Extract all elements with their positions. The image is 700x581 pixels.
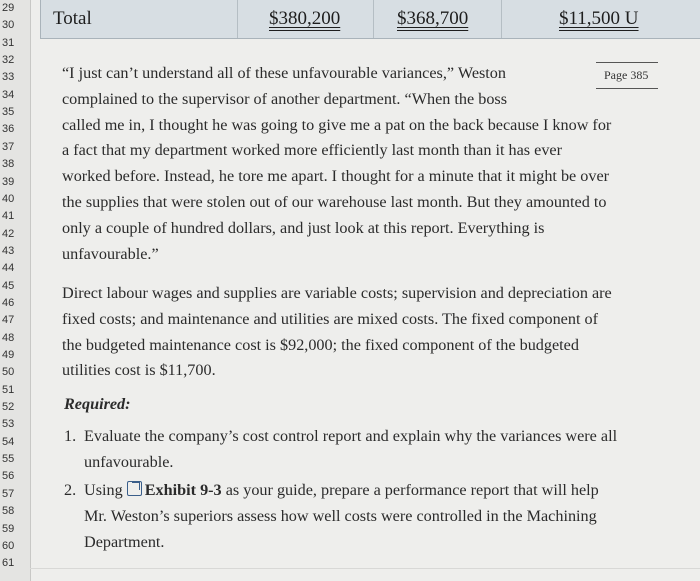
quote-paragraph <box>62 61 611 267</box>
line-number: 37 <box>2 140 15 153</box>
item-number: 1. <box>64 427 77 445</box>
line-number: 52 <box>2 401 15 414</box>
total-budget: $368,700 <box>397 8 469 29</box>
line-number: 59 <box>2 522 15 535</box>
line-number: 47 <box>2 314 15 327</box>
item-line: Mr. Weston’s superiors assess how well costs were controlled in the Machining <box>84 506 597 525</box>
line-number: 60 <box>2 539 15 552</box>
cost-paragraph <box>62 281 612 384</box>
total-actual: $380,200 <box>269 8 341 29</box>
line-number: 34 <box>2 88 15 101</box>
grid-bottom-edge <box>30 568 700 581</box>
quote-line: called me in, I thought he was going to give me a pat on the back because I know for <box>62 115 612 134</box>
required-item-1 <box>64 424 684 476</box>
line-number: 41 <box>2 210 15 223</box>
item-number: 2. <box>64 481 77 499</box>
line-number: 56 <box>2 470 15 483</box>
line-number: 46 <box>2 296 15 309</box>
line-number: 33 <box>2 71 15 84</box>
total-row <box>40 0 700 39</box>
line-number: 39 <box>2 175 15 188</box>
column-divider <box>501 0 502 38</box>
line-number: 57 <box>2 487 15 500</box>
item-line: unfavourable. <box>84 452 174 471</box>
line-number: 40 <box>2 192 15 205</box>
quote-line: only a couple of hundred dollars, and just look at this report. Everything is <box>62 218 545 237</box>
cost-line: utilities cost is $11,700. <box>62 361 216 380</box>
line-number: 51 <box>2 383 15 396</box>
line-number: 48 <box>2 331 15 344</box>
exhibit-link[interactable]: Exhibit 9-3 <box>144 481 222 499</box>
total-label: Total <box>53 8 92 29</box>
line-number: 55 <box>2 453 15 466</box>
quote-line: complained to the supervisor of another department. “When the boss <box>62 89 508 108</box>
page-reference: Page 385 <box>604 68 649 82</box>
line-number: 54 <box>2 435 15 448</box>
column-divider <box>237 0 238 38</box>
line-number: 53 <box>2 418 15 431</box>
line-number: 42 <box>2 227 15 240</box>
line-number: 31 <box>2 36 15 49</box>
quote-line: worked before. Instead, he tore me apart. I thought for a minute that it might be over <box>62 167 610 186</box>
line-number: 43 <box>2 244 15 257</box>
line-number: 38 <box>2 158 15 171</box>
cost-line: Direct labour wages and supplies are variable costs; supervision and depreciation are <box>62 284 612 302</box>
line-number: 29 <box>2 2 15 14</box>
line-number: 49 <box>2 349 15 361</box>
line-number: 36 <box>2 123 15 136</box>
line-number: 50 <box>2 366 15 379</box>
column-divider <box>373 0 374 38</box>
cost-line: fixed costs; and maintenance and utilities are mixed costs. The fixed component of <box>62 309 598 328</box>
quote-line: the supplies that were stolen out of our warehouse last month. But they amounted to <box>62 192 607 211</box>
item-rest: as your guide, prepare a performance report that will help <box>221 481 599 499</box>
line-number: 61 <box>2 557 15 570</box>
line-number: 45 <box>2 279 15 292</box>
item-line: Evaluate the company’s cost control report and explain why the variances were all <box>84 427 618 445</box>
required-heading: Required: <box>64 395 131 413</box>
item-line: Department. <box>84 532 165 551</box>
line-number: 30 <box>2 19 15 32</box>
quote-line: unfavourable.” <box>62 244 159 263</box>
quote-line: a fact that my department worked more efficiently last month than it has ever <box>62 141 562 160</box>
line-number: 44 <box>2 262 15 275</box>
line-number: 35 <box>2 106 15 119</box>
external-link-icon[interactable] <box>127 481 142 496</box>
line-number: 32 <box>2 54 15 67</box>
quote-line: “I just can’t understand all of these unfavourable variances,” Weston <box>62 64 506 82</box>
cost-line: the budgeted maintenance cost is $92,000; the fixed component of the budgeted <box>62 335 579 354</box>
total-variance: $11,500 U <box>559 8 639 29</box>
item-prefix: Using <box>84 481 123 499</box>
required-item-2 <box>64 478 684 556</box>
line-number: 58 <box>2 505 15 518</box>
line-number-gutter <box>0 0 31 581</box>
